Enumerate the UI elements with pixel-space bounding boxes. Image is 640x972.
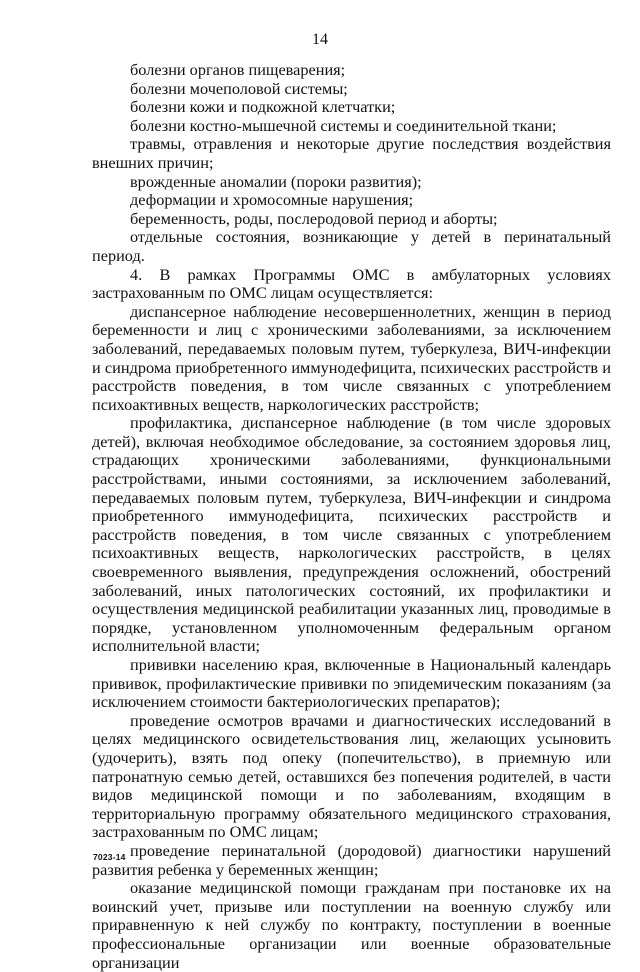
section-paragraph: 4. В рамках Программы ОМС в амбулаторных условиях застрахованным по ОМС лицам осуществляется: [92, 264, 611, 303]
list-item: отдельные состояния, возникающие у детей в перинатальный период. [92, 227, 611, 265]
list-item: профилактика, диспансерное наблюдение (в том числе здоровых детей), включая необходимое обследование, за состоянием здоровья лиц, страдающих хроническими заболеваниями, функциональными расстройствами, иными состояниями, за исключением заболеваний, передаваемых половым путем, туберкулеза, ВИЧ-инфекции и синдрома приобретенного иммунодефицита, психических расстройств и расстройств поведения, в том числе связанных с употреблением психоактивных веществ, наркологических расстройств, в целях своевременного выявления, предупреждения осложнений, обострений заболеваний, иных патологических состояний, их профилактики и осуществления медицинской реабилитации указанных лиц, проводимые в порядке, установленном уполномоченным федеральным органом исполнительной власти; [92, 413, 611, 656]
list-item: прививки населению края, включенные в Национальный календарь прививок, профилактические прививки по эпидемическим показаниям (за исключением стоимости бактериологических препаратов); [92, 655, 611, 712]
list-item: диспансерное наблюдение несовершеннолетних, женщин в период беременности и лиц с хроническими заболеваниями, за исключением заболеваний, передаваемых половым путем, туберкулеза, ВИЧ-инфекции и синдрома приобретенного иммунодефицита, психических расстройств и расстройств поведения, в том числе связанных с употреблением психоактивных веществ, наркологических расстройств; [92, 301, 611, 414]
footer-document-code: 7023-14 [93, 852, 126, 862]
list-item: врожденные аномалии (пороки развития); [130, 171, 422, 191]
document-body [92, 61, 611, 972]
list-item: болезни кожи и подкожной клетчатки; [130, 97, 396, 117]
list-item: деформации и хромосомные нарушения; [130, 190, 414, 210]
list-item: болезни мочеполовой системы; [130, 78, 348, 98]
list-item: болезни костно-мышечной системы и соединительной ткани; [130, 115, 557, 135]
list-item: проведение перинатальной (дородовой) диагностики нарушений развития ребенка у беременных женщин; [92, 840, 611, 879]
list-item: проведение осмотров врачами и диагностических исследований в целях медицинского освидетельствования лиц, желающих усыновить (удочерить), взять под опеку (попечительство), в приемную или патронатную семью детей, оставшихся без попечения родителей, в части видов медицинской помощи и по заболеваниям, входящим в территориальную программу обязательного медицинского страхования, застрахованным по ОМС лицам; [92, 710, 611, 842]
list-item: травмы, отравления и некоторые другие последствия воздействия внешних причин; [92, 134, 611, 172]
list-item: беременность, роды, послеродовой период и аборты; [130, 208, 498, 228]
list-item: оказание медицинской помощи гражданам при постановке их на воинский учет, призыве или поступлении на военную службу или приравненную к ней службу по контракту, поступлении в военные профессиональные организации или военные образовательные организации [92, 878, 611, 972]
list-item: болезни органов пищеварения; [130, 60, 346, 79]
page-number: 14 [312, 31, 328, 48]
